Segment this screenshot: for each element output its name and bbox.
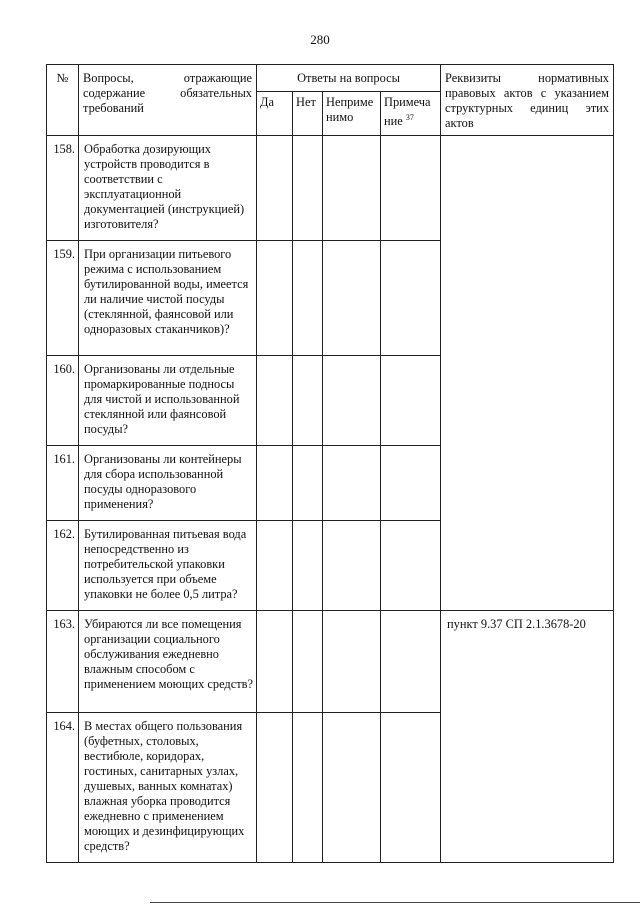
row-requisites (441, 713, 614, 863)
row-requisites (441, 241, 614, 356)
header-requisites-line: структурных единиц этих (445, 101, 610, 115)
answer-na-cell[interactable] (323, 611, 381, 713)
row-number: 158. (47, 136, 79, 241)
answer-na-cell[interactable] (323, 446, 381, 521)
answer-yes-cell[interactable] (257, 446, 293, 521)
header-questions-line: требований (83, 101, 144, 115)
requirements-table (46, 64, 614, 863)
answer-na-cell[interactable] (323, 241, 381, 356)
row-number: 161. (47, 446, 79, 521)
row-requisites (441, 521, 614, 611)
answer-note-cell[interactable] (381, 136, 441, 241)
answer-na-cell[interactable] (323, 356, 381, 446)
header-yes: Да (257, 92, 293, 136)
header-number: № (47, 65, 79, 136)
row-question: При организации питьевого режима с использованием бутилированной воды, имеется ли наличие чистой посуды (стеклянной, фаянсовой или одноразовых стаканчиков)? (79, 241, 257, 356)
row-requisites (441, 356, 614, 446)
answer-no-cell[interactable] (293, 241, 323, 356)
answer-no-cell[interactable] (293, 713, 323, 863)
row-number: 163. (47, 611, 79, 713)
table-row (47, 713, 614, 863)
row-requisites (441, 446, 614, 521)
header-questions-line: содержание обязательных (83, 86, 252, 100)
answer-yes-cell[interactable] (257, 136, 293, 241)
answer-no-cell[interactable] (293, 446, 323, 521)
row-question: Бутилированная питьевая вода непосредственно из потребительской упаковки используется при объеме упаковки не более 0,5 литра? (79, 521, 257, 611)
bottom-rule (150, 902, 640, 903)
header-note-line: Примеча (384, 95, 431, 109)
answer-note-cell[interactable] (381, 713, 441, 863)
header-na-line: Неприме (326, 95, 374, 109)
row-requisites: пункт 9.37 СП 2.1.3678-20 (441, 611, 614, 713)
row-number: 162. (47, 521, 79, 611)
answer-note-cell[interactable] (381, 521, 441, 611)
row-question: Организованы ли отдельные промаркированные подносы для чистой и использованной стеклянной или фаянсовой посуды? (79, 356, 257, 446)
header-requisites-line: правовых актов с указанием (445, 86, 610, 100)
table-row (47, 611, 614, 713)
answer-no-cell[interactable] (293, 356, 323, 446)
row-number: 160. (47, 356, 79, 446)
answer-note-cell[interactable] (381, 446, 441, 521)
answer-no-cell[interactable] (293, 611, 323, 713)
header-requisites-line: актов (445, 116, 474, 130)
row-question: В местах общего пользования (буфетных, столовых, вестибюле, коридорах, гостиных, санитарных узлах, душевых, ванных комнатах) влажная уборка проводится ежедневно с применением моющих и дезинфицирующих средств? (79, 713, 257, 863)
answer-yes-cell[interactable] (257, 241, 293, 356)
answer-no-cell[interactable] (293, 136, 323, 241)
answer-yes-cell[interactable] (257, 713, 293, 863)
header-note (381, 92, 441, 136)
row-number: 159. (47, 241, 79, 356)
table-row (47, 521, 614, 611)
row-requisites (441, 136, 614, 241)
header-answers: Ответы на вопросы (257, 65, 441, 92)
header-note-line: ние (384, 114, 403, 129)
table-row (47, 136, 614, 241)
row-question: Организованы ли контейнеры для сбора использованной посуды одноразового применения? (79, 446, 257, 521)
header-na-line: нимо (326, 110, 354, 124)
answer-note-cell[interactable] (381, 356, 441, 446)
header-questions (79, 65, 257, 136)
header-not-applicable (323, 92, 381, 136)
header-requisites (441, 65, 614, 136)
header-note-footnote: 37 (405, 113, 414, 122)
page-number: 280 (310, 32, 330, 47)
row-number: 164. (47, 713, 79, 863)
row-question: Обработка дозирующих устройств проводится в соответствии с эксплуатационной документацией (инструкцией) изготовителя? (79, 136, 257, 241)
row-question: Убираются ли все помещения организации социального обслуживания ежедневно влажным способом с применением моющих средств? (79, 611, 257, 713)
table-row (47, 446, 614, 521)
header-no: Нет (293, 92, 323, 136)
answer-note-cell[interactable] (381, 611, 441, 713)
table-row (47, 356, 614, 446)
answer-yes-cell[interactable] (257, 611, 293, 713)
table-row (47, 241, 614, 356)
header-row (47, 65, 614, 92)
answer-no-cell[interactable] (293, 521, 323, 611)
answer-note-cell[interactable] (381, 241, 441, 356)
answer-yes-cell[interactable] (257, 356, 293, 446)
answer-na-cell[interactable] (323, 713, 381, 863)
answer-na-cell[interactable] (323, 136, 381, 241)
answer-na-cell[interactable] (323, 521, 381, 611)
header-requisites-line: Реквизиты нормативных (445, 71, 610, 85)
answer-yes-cell[interactable] (257, 521, 293, 611)
header-questions-line: Вопросы, отражающие (83, 71, 252, 85)
